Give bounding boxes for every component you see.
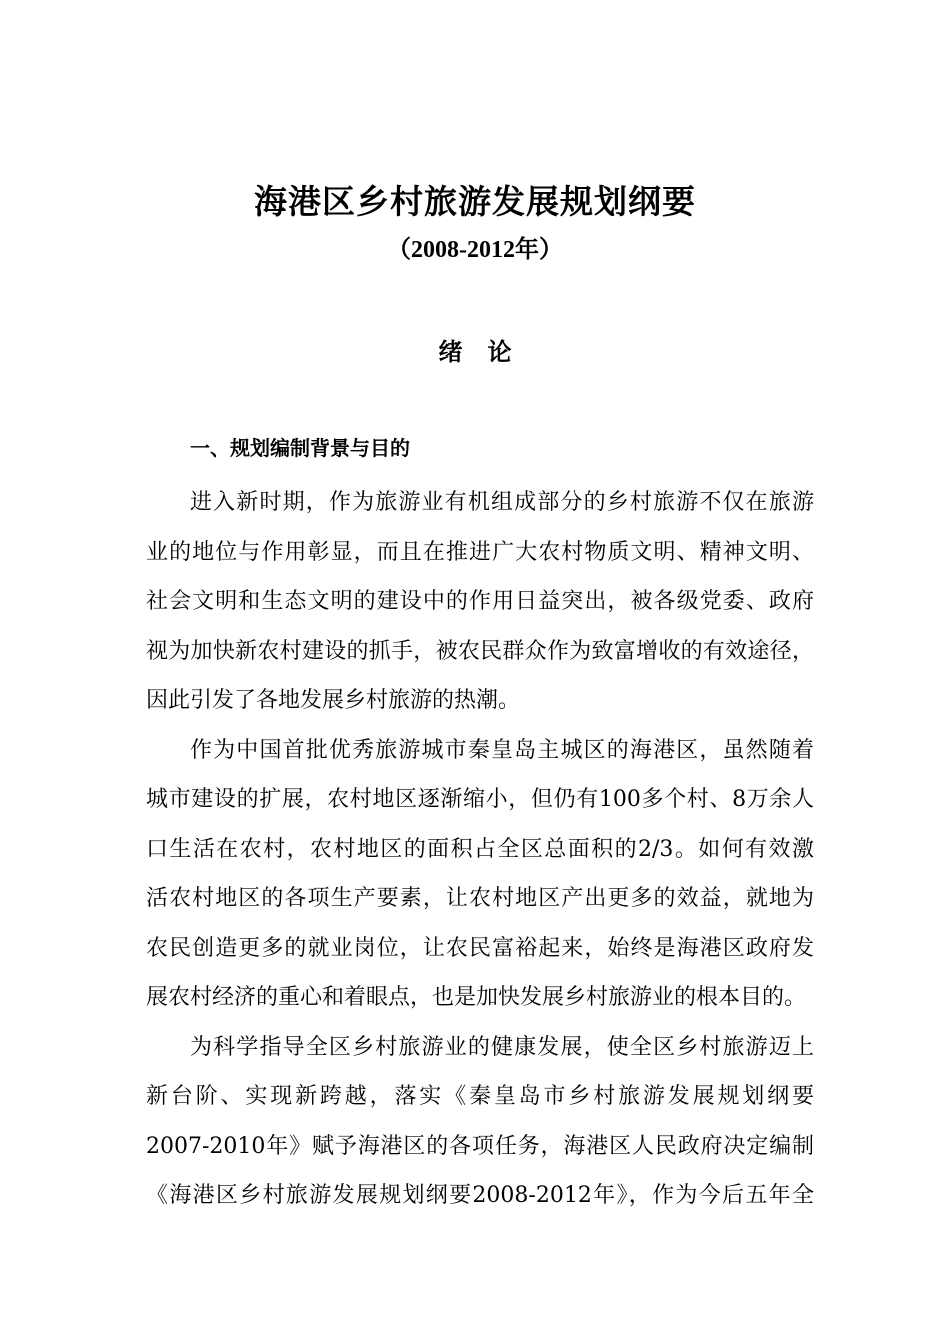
paragraph: [146, 726, 814, 1023]
text-line: 新台阶、实现新跨越，落实《秦皇岛市乡村旅游发展规划纲要: [146, 1084, 814, 1109]
body-text: [146, 478, 814, 1221]
text-line: 展农村经济的重心和着眼点，也是加快发展乡村旅游业的根本目的。: [146, 985, 807, 1010]
text-line: 口生活在农村，农村地区的面积占全区总面积的2/3。如何有效激: [146, 836, 814, 862]
text-line: 社会文明和生态文明的建设中的作用日益突出，被各级党委、政府: [146, 589, 814, 614]
text-line: 城市建设的扩展，农村地区逐渐缩小，但仍有100多个村、8万余人: [146, 787, 814, 812]
text-line: 《海港区乡村旅游发展规划纲要2008-2012年》，作为今后五年全: [146, 1183, 814, 1208]
text-line: 作为中国首批优秀旅游城市秦皇岛主城区的海港区，虽然随着: [190, 737, 814, 763]
text-line: 因此引发了各地发展乡村旅游的热潮。: [146, 688, 521, 713]
text-line: 视为加快新农村建设的抓手，被农民群众作为致富增收的有效途径，: [146, 638, 814, 664]
text-line: 为科学指导全区乡村旅游业的健康发展，使全区乡村旅游迈上: [190, 1034, 814, 1060]
document-title: 海港区乡村旅游发展规划纲要: [254, 182, 696, 221]
section-heading: 一、规划编制背景与目的: [190, 436, 410, 460]
text-line: 业的地位与作用彰显，而且在推进广大农村物质文明、精神文明、: [146, 539, 814, 565]
text-line: 农民创造更多的就业岗位，让农民富裕起来，始终是海港区政府发: [146, 935, 814, 961]
text-line: 活农村地区的各项生产要素，让农村地区产出更多的效益，就地为: [146, 886, 814, 911]
text-line: 进入新时期，作为旅游业有机组成部分的乡村旅游不仅在旅游: [190, 490, 814, 515]
paragraph: [146, 1023, 814, 1221]
document-subtitle: （2008-2012年）: [387, 237, 563, 263]
text-line: 2007-2010年》赋予海港区的各项任务，海港区人民政府决定编制: [146, 1133, 814, 1159]
paragraph: [146, 478, 814, 726]
chapter-heading: 绪 论: [438, 338, 512, 366]
